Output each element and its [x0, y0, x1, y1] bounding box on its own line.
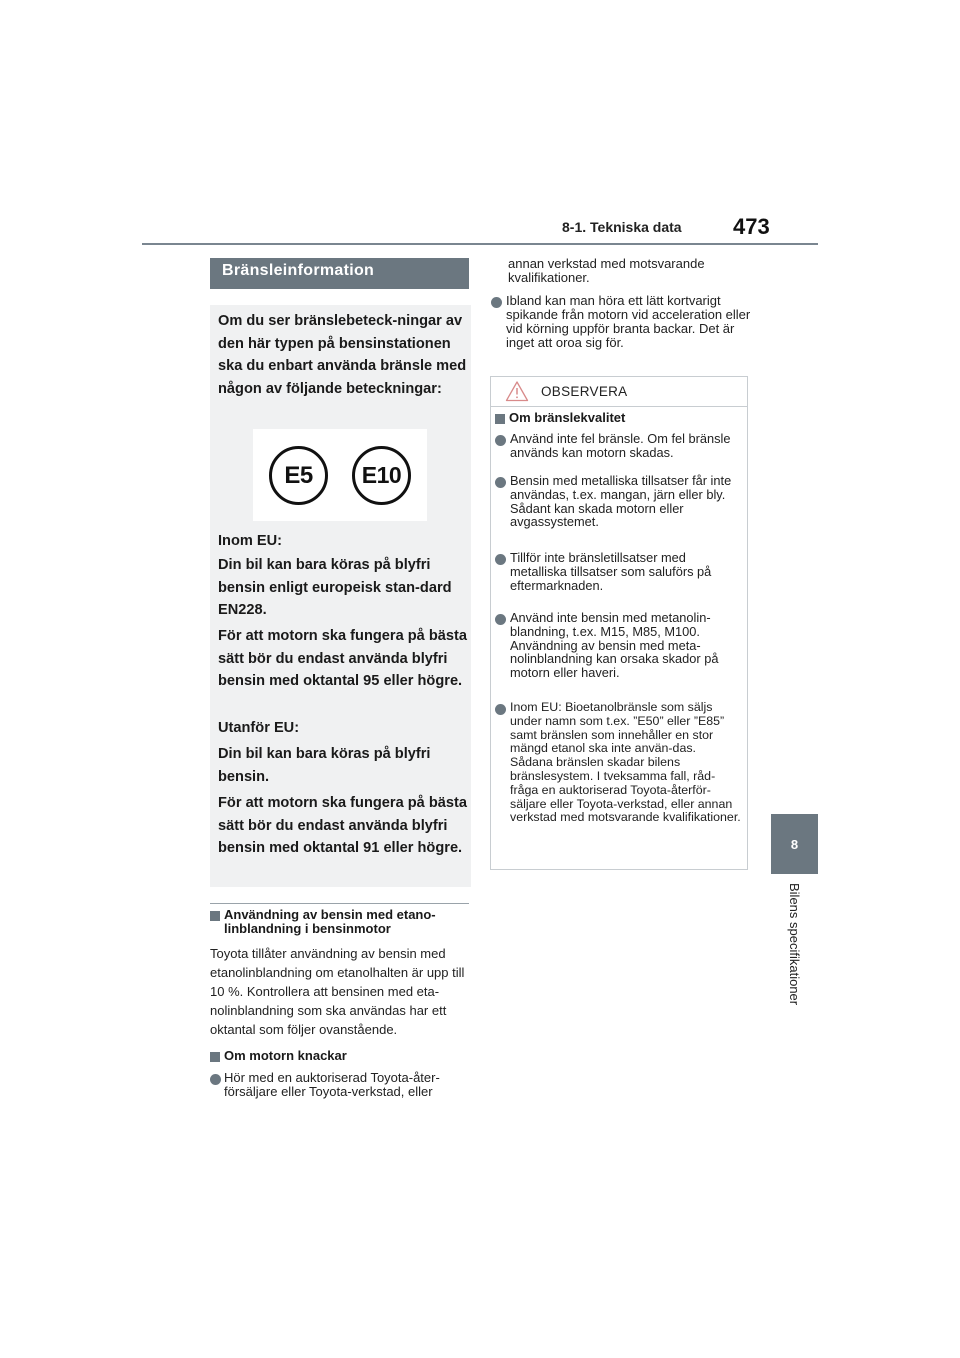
page-number: 473 — [733, 214, 770, 239]
eu-text-1: Din bil kan bara köras på blyfri bensin enligt europeisk stan-dard EN228. — [218, 557, 452, 618]
header-divider — [142, 243, 818, 245]
round-bullet-icon — [491, 297, 502, 308]
eu-text-2: För att motorn ska fungera på bästa sätt bör du endast använda blyfri bensin med oktantal 95 eller högre. — [218, 628, 467, 689]
chapter-label-text: Bilens specifikationer — [787, 883, 802, 1006]
chapter-label — [780, 883, 810, 1033]
round-bullet-icon — [495, 614, 506, 625]
square-bullet-icon — [210, 911, 220, 921]
ethanol-body: Toyota tillåter användning av bensin med etanolinblandning om etanolhalten är upp till 10 %. Kontrollera att bensinen med eta-nolinblandning som ska användas har ett oktantal som följer ovanstående. — [210, 946, 465, 1037]
caution-bullet: Använd inte bensin med metanolin-blandning, t.ex. M15, M85, M100. Användning av bensin med meta-nolinblandning kan orsaka skador på motorn eller haveri. — [510, 610, 719, 681]
caution-bullet: Inom EU: Bioetanolbränsle som säljs under namn som t.ex. ”E50” eller ”E85” samt bränslen som innehåller en stor mängd etanol ska inte använ-das. Sådana bränslen skadar bilens bränslesystem. I tveksamma fall, råd-fråga en auktoriserad Toyota-återför-säljare eller Toyota-verkstad, eller annan verkstad med motsvarande kvalifikationer. — [510, 700, 741, 825]
round-bullet-icon — [495, 554, 506, 565]
caution-bullet: Använd inte fel bränsle. Om fel bränsle används kan motorn skadas. — [510, 431, 731, 460]
info-intro: Om du ser bränslebeteck-ningar av den här typen på bensinstationen ska du enbart använda bränsle med någon av följande beteckningar: — [218, 313, 467, 397]
non-eu-heading: Utanför EU: — [218, 720, 300, 736]
square-bullet-icon — [210, 1052, 220, 1062]
round-bullet-icon — [210, 1074, 221, 1085]
caution-heading: Om bränslekvalitet — [509, 410, 626, 425]
caution-title-divider — [491, 406, 747, 407]
knock-bullet-2: Ibland kan man höra ett lätt kortvarigt spikande från motorn vid acceleration eller vid körning uppför branta backar. Det är inget att oroa sig för. — [506, 293, 751, 350]
knock-bullet-1-continued: annan verkstad med motsvarande kvalifikationer. — [508, 256, 705, 285]
e10-fuel-label: E10 — [352, 446, 411, 505]
knock-bullet-1: Hör med en auktoriserad Toyota-åter-försäljare eller Toyota-verkstad, eller — [224, 1070, 440, 1099]
eu-heading: Inom EU: — [218, 533, 283, 549]
caution-bullet: Bensin med metalliska tillsatser får inte användas, t.ex. mangan, järn eller bly. Sådant kan skada motorn eller avgassystemet. — [510, 473, 732, 530]
caution-bullet: Tillför inte bränsletillsatser med metalliska tillsatser som saluförs på eftermarknaden. — [510, 550, 712, 593]
non-eu-text-1: Din bil kan bara köras på blyfri bensin. — [218, 746, 431, 785]
info-box-title: Bränsleinformation — [210, 258, 469, 289]
section-divider — [210, 903, 469, 904]
square-bullet-icon — [495, 414, 505, 424]
non-eu-text-2: För att motorn ska fungera på bästa sätt bör du endast använda blyfri bensin med oktantal 91 eller högre. — [218, 795, 467, 856]
section-title: 8-1. Tekniska data — [562, 219, 682, 235]
caution-title: OBSERVERA — [541, 384, 628, 399]
ethanol-heading: Användning av bensin med etano-linblandning i bensinmotor — [224, 907, 436, 936]
warning-triangle-icon — [505, 380, 529, 402]
round-bullet-icon — [495, 477, 506, 488]
knock-heading: Om motorn knackar — [224, 1048, 347, 1063]
chapter-tab[interactable]: 8 — [771, 814, 818, 874]
round-bullet-icon — [495, 435, 506, 446]
e5-fuel-label: E5 — [269, 446, 328, 505]
round-bullet-icon — [495, 704, 506, 715]
